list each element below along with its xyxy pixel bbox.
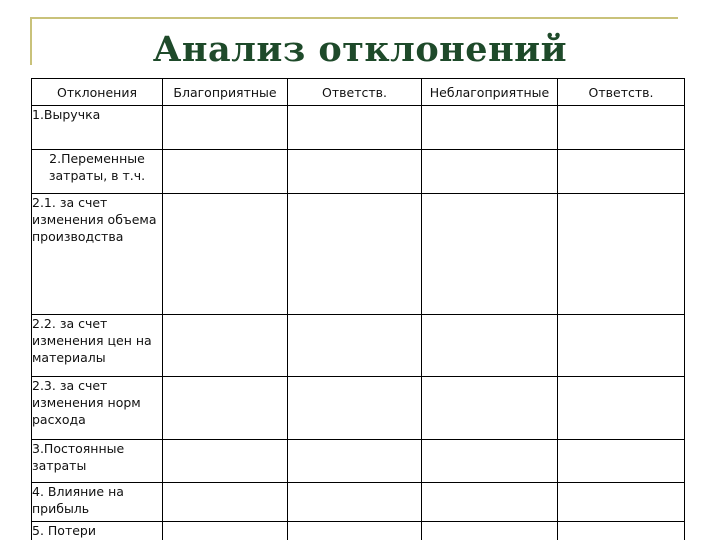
header-responsible-favorable: Ответств. bbox=[288, 79, 422, 106]
table-cell bbox=[422, 315, 558, 377]
table-cell bbox=[422, 440, 558, 483]
table-cell bbox=[558, 522, 685, 540]
table-row bbox=[32, 315, 685, 377]
table-cell bbox=[558, 377, 685, 440]
table-cell bbox=[288, 106, 422, 150]
table-cell bbox=[163, 106, 288, 150]
table-cell bbox=[558, 106, 685, 150]
table-cell bbox=[288, 150, 422, 194]
deviation-analysis-table bbox=[31, 78, 685, 540]
table-cell bbox=[288, 522, 422, 540]
table-cell bbox=[422, 522, 558, 540]
table-cell bbox=[422, 483, 558, 522]
table-cell bbox=[163, 377, 288, 440]
row-label-volume-change: 2.1. за счет изменения объема производства bbox=[32, 194, 163, 315]
page-title: Анализ отклонений bbox=[152, 29, 568, 70]
table-cell bbox=[558, 315, 685, 377]
table-row bbox=[32, 377, 685, 440]
header-responsible-unfavorable: Ответств. bbox=[558, 79, 685, 106]
table-cell bbox=[288, 440, 422, 483]
table-cell bbox=[422, 377, 558, 440]
table-row bbox=[32, 522, 685, 540]
table-row bbox=[32, 483, 685, 522]
row-label-material-prices: 2.2. за счет изменения цен на материалы bbox=[32, 315, 163, 377]
header-unfavorable: Неблагоприятные bbox=[422, 79, 558, 106]
table-row bbox=[32, 440, 685, 483]
table-cell bbox=[288, 194, 422, 315]
table-cell bbox=[558, 483, 685, 522]
table-cell bbox=[422, 150, 558, 194]
table-cell bbox=[163, 150, 288, 194]
header-favorable: Благоприятные bbox=[163, 79, 288, 106]
table-cell bbox=[558, 194, 685, 315]
table-cell bbox=[288, 377, 422, 440]
table-cell bbox=[163, 483, 288, 522]
table-row bbox=[32, 150, 685, 194]
table-cell bbox=[288, 483, 422, 522]
row-label-revenue: 1.Выручка bbox=[32, 106, 163, 150]
table-cell bbox=[422, 194, 558, 315]
table-cell bbox=[163, 522, 288, 540]
decorative-top-line bbox=[30, 17, 678, 19]
row-label-consumption-norms: 2.3. за счет изменения норм расхода bbox=[32, 377, 163, 440]
row-label-variable-costs: 2.Переменные затраты, в т.ч. bbox=[32, 150, 163, 194]
table-cell bbox=[558, 150, 685, 194]
table-row bbox=[32, 106, 685, 150]
table-header-row bbox=[32, 79, 685, 106]
header-deviations: Отклонения bbox=[32, 79, 163, 106]
row-label-profit-impact: 4. Влияние на прибыль bbox=[32, 483, 163, 522]
row-label-losses: 5. Потери bbox=[32, 522, 163, 540]
row-label-fixed-costs: 3.Постоянные затраты bbox=[32, 440, 163, 483]
table-cell bbox=[288, 315, 422, 377]
table-cell bbox=[558, 440, 685, 483]
table-row bbox=[32, 194, 685, 315]
table-cell bbox=[163, 315, 288, 377]
table-cell bbox=[163, 194, 288, 315]
table-cell bbox=[163, 440, 288, 483]
table-cell bbox=[422, 106, 558, 150]
